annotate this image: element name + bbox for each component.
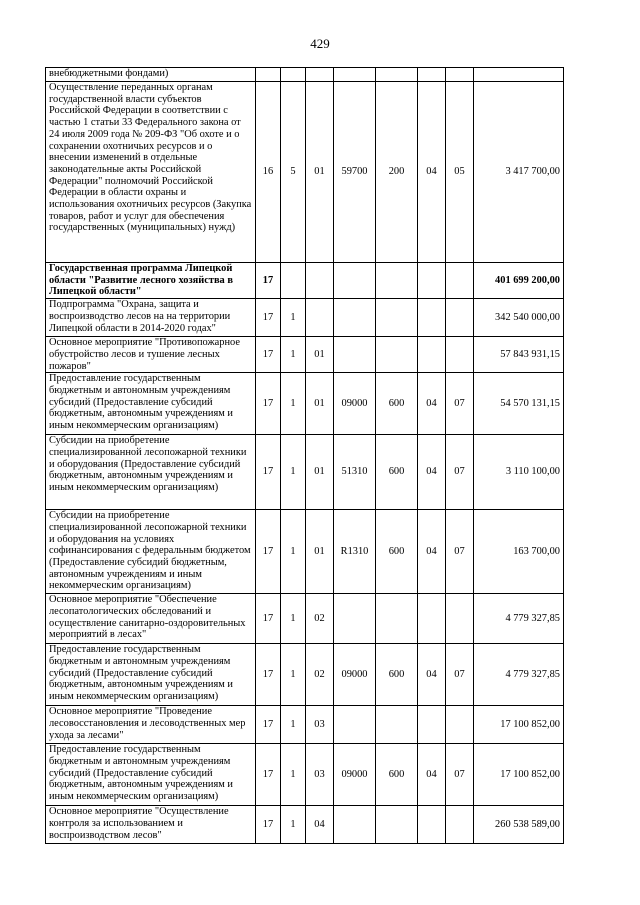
code-om-cell: 02 [306,594,334,644]
table-row [46,806,564,844]
code-om-cell: 01 [306,510,334,594]
amount-cell: 4 779 327,85 [474,594,564,644]
row-description: Предоставление государственным бюджетным и автономным учреждениям субсидий (Предоставление субсидий бюджетным, автономным учреждениям и иным некоммерческим организациям) [46,744,256,806]
code-vr-cell [376,263,418,299]
code-pr-cell [446,263,474,299]
code-om-cell: 01 [306,435,334,510]
code-pr-cell [446,337,474,373]
code-pr-cell: 05 [446,82,474,263]
row-description: Основное мероприятие "Проведение лесовосстановления и лесоводственных мер ухода за лесами" [46,706,256,744]
code-pp-cell: 1 [281,644,306,706]
budget-table [45,67,564,844]
code-direction-cell [334,263,376,299]
code-gp-cell: 17 [256,510,281,594]
row-description: Осуществление переданных органам государственной власти субъектов Российской Федерации в соответствии с частью 1 статьи 33 Федерального закона от 24 июля 2009 года № 209-ФЗ "Об охоте и о сохранении охотничьих ресурсов и о внесении изменений в отдельные законодательные акты Российской Федерации" полномочий Российской Федерации в области охраны и использования охотничьих ресурсов (Закупка товаров, работ и услуг для обеспечения государственных (муниципальных) нужд) [46,82,256,263]
table-row [46,299,564,337]
table-row [46,68,564,82]
code-pp-cell: 1 [281,299,306,337]
code-rz-cell: 04 [418,510,446,594]
code-pp-cell: 5 [281,82,306,263]
table-row [46,510,564,594]
table-row [46,373,564,435]
code-rz-cell [418,263,446,299]
code-pr-cell: 07 [446,744,474,806]
code-rz-cell: 04 [418,373,446,435]
code-gp-cell: 17 [256,806,281,844]
code-pp-cell: 1 [281,706,306,744]
code-direction-cell [334,594,376,644]
code-direction-cell: 09000 [334,644,376,706]
code-vr-cell [376,706,418,744]
code-rz-cell: 04 [418,644,446,706]
row-description: Основное мероприятие "Противопожарное обустройство лесов и тушение лесных пожаров" [46,337,256,373]
code-rz-cell [418,337,446,373]
row-description: Субсидии на приобретение специализированной лесопожарной техники и оборудования на условиях софинансирования с федеральным бюджетом (Предоставление субсидий бюджетным, автономным учреждениям и иным некоммерческим организациям) [46,510,256,594]
code-pp-cell [281,263,306,299]
row-description: Субсидии на приобретение специализированной лесопожарной техники и оборудования (Предоставление субсидий бюджетным, автономным учреждениям и иным некоммерческим организациям) [46,435,256,510]
code-pr-cell [446,299,474,337]
code-direction-cell [334,806,376,844]
page-number: 429 [310,36,330,51]
code-rz-cell [418,594,446,644]
table-row [46,706,564,744]
table-row [46,744,564,806]
amount-cell: 260 538 589,00 [474,806,564,844]
row-description: Государственная программа Липецкой области "Развитие лесного хозяйства в Липецкой области" [46,263,256,299]
code-vr-cell: 200 [376,82,418,263]
row-description: Подпрограмма "Охрана, защита и воспроизводство лесов на на территории Липецкой области в 2014-2020 годах" [46,299,256,337]
code-om-cell: 01 [306,82,334,263]
code-pp-cell: 1 [281,373,306,435]
code-pr-cell: 07 [446,373,474,435]
code-gp-cell: 17 [256,644,281,706]
code-rz-cell [418,706,446,744]
code-direction-cell: 59700 [334,82,376,263]
code-gp-cell: 16 [256,82,281,263]
code-vr-cell: 600 [376,435,418,510]
code-pr-cell [446,594,474,644]
table-row [46,82,564,263]
code-gp-cell: 17 [256,594,281,644]
code-rz-cell: 04 [418,435,446,510]
code-gp-cell: 17 [256,337,281,373]
code-gp-cell: 17 [256,435,281,510]
amount-cell: 17 100 852,00 [474,706,564,744]
code-gp-cell: 17 [256,373,281,435]
amount-cell: 163 700,00 [474,510,564,594]
code-pp-cell: 1 [281,337,306,373]
row-description: Предоставление государственным бюджетным и автономным учреждениям субсидий (Предоставление субсидий бюджетным, автономным учреждениям и иным некоммерческим организациям) [46,373,256,435]
code-pr-cell: 07 [446,510,474,594]
code-vr-cell [376,299,418,337]
row-description: Предоставление государственным бюджетным и автономным учреждениям субсидий (Предоставление субсидий бюджетным, автономным учреждениям и иным некоммерческим организациям) [46,644,256,706]
amount-cell: 54 570 131,15 [474,373,564,435]
code-om-cell [306,68,334,82]
code-om-cell: 02 [306,644,334,706]
code-om-cell: 01 [306,337,334,373]
code-rz-cell: 04 [418,744,446,806]
code-pr-cell [446,806,474,844]
code-direction-cell: 09000 [334,744,376,806]
code-pp-cell: 1 [281,435,306,510]
code-vr-cell [376,68,418,82]
code-gp-cell [256,68,281,82]
row-description: Основное мероприятие "Обеспечение лесопатологических обследований и осуществление санитарно-оздоровительных мероприятий в лесах" [46,594,256,644]
amount-cell: 342 540 000,00 [474,299,564,337]
code-pp-cell [281,68,306,82]
code-pp-cell: 1 [281,744,306,806]
code-om-cell: 01 [306,373,334,435]
row-description: Основное мероприятие "Осуществление контроля за использованием и воспроизводством лесов" [46,806,256,844]
code-direction-cell: R1310 [334,510,376,594]
code-pr-cell: 07 [446,644,474,706]
code-rz-cell: 04 [418,82,446,263]
code-gp-cell: 17 [256,299,281,337]
table-row [46,594,564,644]
code-rz-cell [418,806,446,844]
code-om-cell: 04 [306,806,334,844]
code-vr-cell [376,594,418,644]
code-om-cell: 03 [306,706,334,744]
code-vr-cell: 600 [376,644,418,706]
code-vr-cell [376,806,418,844]
code-vr-cell: 600 [376,510,418,594]
code-direction-cell [334,68,376,82]
table-row [46,644,564,706]
code-pr-cell: 07 [446,435,474,510]
amount-cell: 17 100 852,00 [474,744,564,806]
code-vr-cell [376,337,418,373]
code-direction-cell [334,299,376,337]
code-rz-cell [418,299,446,337]
amount-cell: 3 417 700,00 [474,82,564,263]
code-pp-cell: 1 [281,510,306,594]
code-gp-cell: 17 [256,263,281,299]
code-pp-cell: 1 [281,594,306,644]
code-pp-cell: 1 [281,806,306,844]
table-row [46,435,564,510]
amount-cell [474,68,564,82]
amount-cell: 57 843 931,15 [474,337,564,373]
code-pr-cell [446,68,474,82]
code-pr-cell [446,706,474,744]
code-direction-cell: 51310 [334,435,376,510]
code-om-cell [306,299,334,337]
amount-cell: 4 779 327,85 [474,644,564,706]
row-description: внебюджетными фондами) [46,68,256,82]
code-vr-cell: 600 [376,373,418,435]
code-gp-cell: 17 [256,706,281,744]
code-direction-cell [334,706,376,744]
table-row [46,337,564,373]
amount-cell: 401 699 200,00 [474,263,564,299]
code-vr-cell: 600 [376,744,418,806]
code-direction-cell: 09000 [334,373,376,435]
code-direction-cell [334,337,376,373]
code-rz-cell [418,68,446,82]
code-om-cell: 03 [306,744,334,806]
code-om-cell [306,263,334,299]
table-row [46,263,564,299]
code-gp-cell: 17 [256,744,281,806]
amount-cell: 3 110 100,00 [474,435,564,510]
